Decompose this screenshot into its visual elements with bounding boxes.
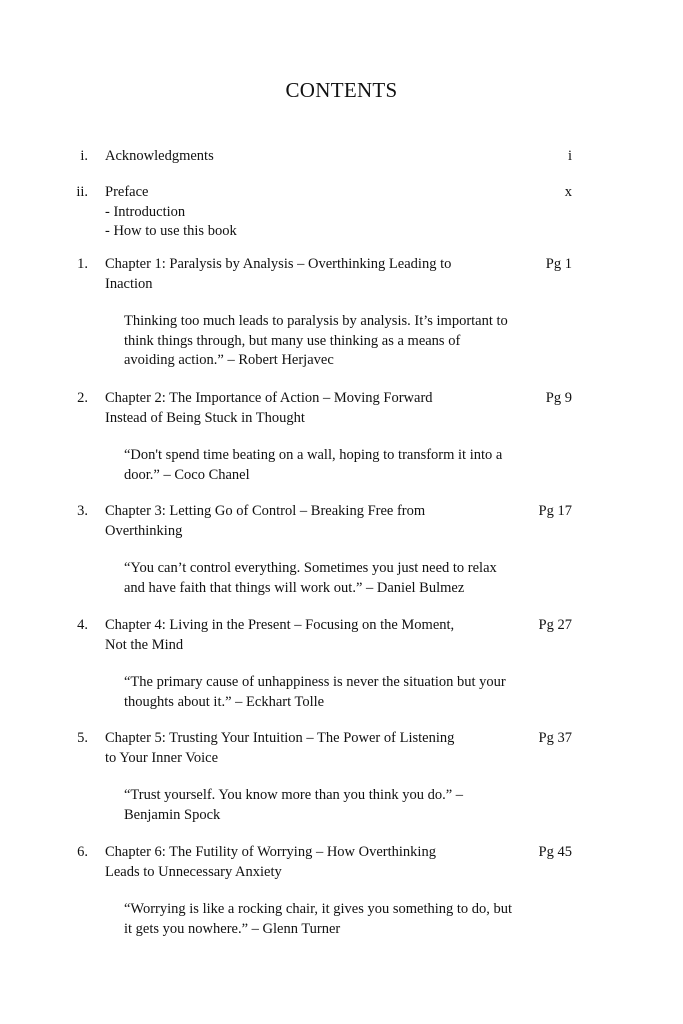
entry-page-number: x: [564, 184, 572, 200]
entry-title-line: - How to use this book: [105, 223, 237, 239]
entry-title-line: Inaction: [105, 275, 153, 292]
entry-number: 1.: [77, 256, 88, 272]
entry-title-line: Chapter 5: Trusting Your Intuition – The Power of Listening: [105, 730, 455, 746]
entry-title-line: - Introduction: [105, 203, 186, 220]
entry-title: [105, 843, 505, 882]
entry-number: 2.: [77, 390, 88, 406]
entry-number: 6.: [77, 844, 88, 860]
entry-quote: [124, 673, 536, 712]
entry-title: [105, 389, 505, 428]
entry-page-number: Pg 45: [538, 844, 572, 860]
entry-quote: [124, 900, 536, 939]
entry-quote-line: avoiding action.” – Robert Herjavec: [124, 352, 334, 368]
entry-number: 5.: [77, 730, 88, 746]
entry-page-number: Pg 1: [545, 256, 572, 272]
entry-quote-line: it gets you nowhere.” – Glenn Turner: [124, 920, 341, 937]
entry-quote-line: “The primary cause of unhappiness is never the situation but your: [124, 674, 506, 690]
entry-title: [105, 183, 505, 242]
entry-title: [105, 729, 505, 768]
entry-title-line: Overthinking: [105, 522, 183, 539]
entry-page-number: i: [567, 148, 572, 164]
entry-title-line: Instead of Being Stuck in Thought: [105, 409, 305, 426]
entry-title-line: Chapter 1: Paralysis by Analysis – Overthinking Leading to: [105, 256, 452, 272]
entry-title-line: Chapter 6: The Futility of Worrying – How Overthinking: [105, 844, 436, 860]
entry-title: [105, 255, 505, 294]
entry-title-line: Not the Mind: [105, 636, 184, 653]
entry-title-line: Acknowledgments: [105, 148, 214, 164]
entry-page-number: Pg 27: [538, 617, 572, 633]
entry-page-number: Pg 9: [545, 390, 572, 406]
entry-quote-line: “Trust yourself. You know more than you think you do.” –: [124, 787, 464, 803]
entry-title: [105, 502, 505, 541]
entry-quote-line: and have faith that things will work out.” – Daniel Bulmez: [124, 579, 465, 596]
entry-number: i.: [80, 148, 88, 164]
entry-quote-line: “Don't spend time beating on a wall, hoping to transform it into a: [124, 447, 503, 463]
entry-number: 4.: [77, 617, 88, 633]
entry-quote-line: “You can’t control everything. Sometimes you just need to relax: [124, 560, 497, 576]
entry-quote-line: think things through, but many use thinking as a means of: [124, 332, 461, 349]
entry-quote: [124, 446, 536, 485]
entry-title-line: Preface: [105, 184, 149, 200]
entry-title-line: Leads to Unnecessary Anxiety: [105, 863, 282, 880]
entry-quote: [124, 559, 536, 598]
entry-page-number: Pg 37: [538, 730, 572, 746]
entry-quote-line: “Worrying is like a rocking chair, it gives you something to do, but: [124, 901, 513, 917]
entry-number: ii.: [76, 184, 88, 200]
entry-title-line: Chapter 4: Living in the Present – Focusing on the Moment,: [105, 617, 455, 633]
entry-quote-line: Thinking too much leads to paralysis by analysis. It’s important to: [124, 313, 508, 329]
entry-quote-line: door.” – Coco Chanel: [124, 466, 250, 483]
entry-quote-line: Benjamin Spock: [124, 806, 221, 823]
entry-quote: [124, 786, 536, 825]
entry-page-number: Pg 17: [538, 503, 572, 519]
entry-title-line: Chapter 2: The Importance of Action – Moving Forward: [105, 390, 433, 406]
entry-quote-line: thoughts about it.” – Eckhart Tolle: [124, 693, 325, 710]
entry-number: 3.: [77, 503, 88, 519]
entry-quote: [124, 312, 536, 371]
entry-title: [105, 147, 505, 167]
entry-title: [105, 616, 505, 655]
entry-title-line: Chapter 3: Letting Go of Control – Breaking Free from: [105, 503, 426, 519]
entry-title-line: to Your Inner Voice: [105, 749, 219, 766]
page-title: CONTENTS: [285, 78, 398, 102]
